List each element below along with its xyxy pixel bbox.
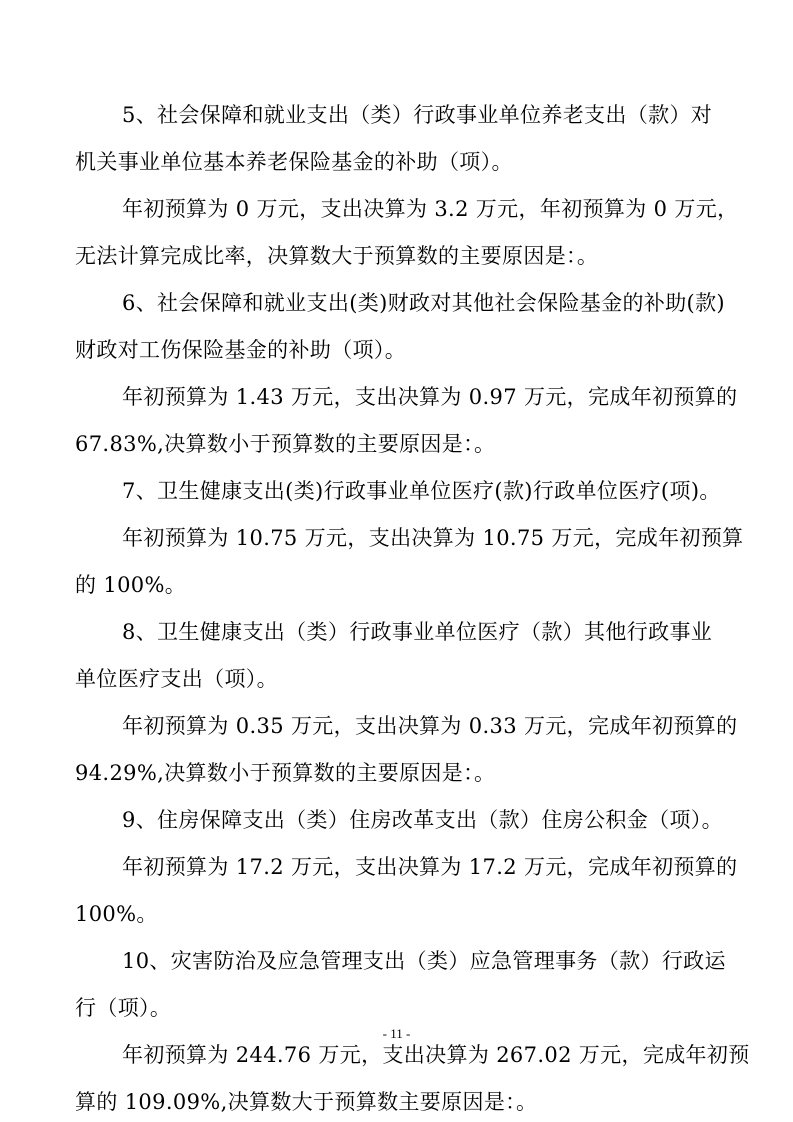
item-8-heading-line-2: 单位医疗支出（项）。 [75, 667, 278, 691]
item-6-detail-line-2: 67.83%,决算数小于预算数的主要原因是：。 [75, 432, 496, 456]
item-8-heading-line-1: 8、卫生健康支出（类）行政事业单位医疗（款）其他行政事业 [122, 620, 713, 644]
item-10-detail-line-1: 年初预算为 244.76 万元，支出决算为 267.02 万元，完成年初预 [122, 1043, 750, 1067]
item-7-heading: 7、卫生健康支出(类)行政事业单位医疗(款)行政单位医疗(项)。 [122, 479, 721, 503]
item-6-detail-line-1: 年初预算为 1.43 万元，支出决算为 0.97 万元，完成年初预算的 [122, 385, 738, 409]
item-6-heading-line-2: 财政对工伤保险基金的补助（项）。 [75, 338, 407, 362]
item-7-detail-line-2: 的 100%。 [75, 573, 187, 597]
item-10-heading-line-1: 10、灾害防治及应急管理支出（类）应急管理事务（款）行政运 [122, 949, 726, 973]
item-10-heading-line-2: 行（项）。 [75, 996, 172, 1020]
page-number: - 11 - [382, 1026, 411, 1041]
item-10-detail-line-2: 算的 109.09%,决算数大于预算数主要原因是：。 [75, 1090, 538, 1114]
item-7-detail-line-1: 年初预算为 10.75 万元，支出决算为 10.75 万元，完成年初预算 [122, 526, 744, 550]
item-5-heading-line-1: 5、社会保障和就业支出（类）行政事业单位养老支出（款）对 [122, 103, 713, 127]
item-8-detail-line-2: 94.29%,决算数小于预算数的主要原因是：。 [75, 761, 496, 785]
item-5-detail-line-1: 年初预算为 0 万元，支出决算为 3.2 万元，年初预算为 0 万元， [122, 197, 739, 221]
item-5-heading-line-2: 机关事业单位基本养老保险基金的补助（项）。 [75, 150, 513, 174]
item-9-heading: 9、住房保障支出（类）住房改革支出（款）住房公积金（项）。 [122, 808, 724, 832]
item-9-detail-line-2: 100%。 [75, 902, 158, 926]
item-6-heading-line-1: 6、社会保障和就业支出(类)财政对其他社会保险基金的补助(款) [122, 291, 725, 315]
item-9-detail-line-1: 年初预算为 17.2 万元，支出决算为 17.2 万元，完成年初预算的 [122, 855, 738, 879]
item-5-detail-line-2: 无法计算完成比率，决算数大于预算数的主要原因是：。 [75, 244, 599, 268]
item-8-detail-line-1: 年初预算为 0.35 万元，支出决算为 0.33 万元，完成年初预算的 [122, 714, 738, 738]
